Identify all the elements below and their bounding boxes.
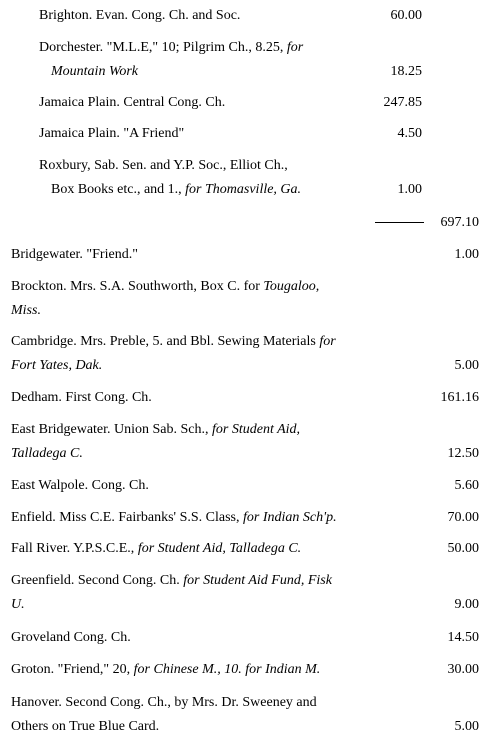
entry-amount: 5.60: [454, 478, 479, 493]
main-entry: [0, 691, 488, 739]
entry-amount: 161.16: [440, 390, 479, 405]
main-entry: [0, 569, 488, 617]
entry-line: Cambridge. Mrs. Preble, 5. and Bbl. Sewing Materials for: [11, 334, 336, 349]
entry-line: Box Books etc., and 1., for Thomasville, Ga.: [51, 182, 302, 197]
entry-amount: 70.00: [447, 510, 479, 525]
sub-entry: [0, 4, 488, 28]
entry-amount: 18.25: [390, 64, 422, 79]
main-entry: [0, 626, 488, 650]
sub-entry: [0, 36, 488, 84]
sub-entry: [0, 122, 488, 146]
entry-amount: 12.50: [447, 446, 479, 461]
entry-line: Fort Yates, Dak.: [11, 358, 103, 373]
entry-line: Jamaica Plain. "A Friend": [39, 126, 185, 141]
main-entry: [0, 506, 488, 530]
sub-entry: [0, 154, 488, 202]
entry-line: East Walpole. Cong. Ch.: [11, 478, 149, 493]
main-entry: [0, 418, 488, 466]
entry-line: Groveland Cong. Ch.: [11, 630, 131, 645]
entry-line: Fall River. Y.P.S.C.E., for Student Aid, Talladega C.: [11, 541, 302, 556]
entry-line: Mountain Work: [51, 64, 138, 79]
entry-line: East Bridgewater. Union Sab. Sch., for Student Aid,: [11, 422, 301, 437]
entry-amount: 5.00: [454, 719, 479, 734]
entry-line: Brockton. Mrs. S.A. Southworth, Box C. for Tougaloo,: [11, 279, 320, 294]
entry-line: Dorchester. "M.L.E," 10; Pilgrim Ch., 8.25, for: [39, 40, 304, 55]
entry-line: U.: [11, 597, 25, 612]
entry-amount: 1.00: [454, 247, 479, 262]
entry-line: Jamaica Plain. Central Cong. Ch.: [39, 95, 226, 110]
main-entry: [0, 474, 488, 498]
entry-amount: 30.00: [447, 662, 479, 677]
entry-amount: 9.00: [454, 597, 479, 612]
entry-amount: 50.00: [447, 541, 479, 556]
entry-line: Miss.: [11, 303, 41, 318]
entry-line: Talladega C.: [11, 446, 83, 461]
entry-line: Bridgewater. "Friend.": [11, 247, 138, 262]
entry-line: Groton. "Friend," 20, for Chinese M., 10. for Indian M.: [11, 662, 321, 677]
main-entry: [0, 243, 488, 267]
main-entry: [0, 275, 488, 323]
main-entry: [0, 330, 488, 378]
main-entry: [0, 386, 488, 410]
entry-amount: 5.00: [454, 358, 479, 373]
main-entry: [0, 658, 488, 682]
entry-line: Enfield. Miss C.E. Fairbanks' S.S. Class, for Indian Sch'p.: [11, 510, 337, 525]
entry-line: Brighton. Evan. Cong. Ch. and Soc.: [39, 8, 241, 23]
subtotal-rule: [375, 222, 424, 223]
main-entry: [0, 537, 488, 561]
entry-amount: 1.00: [397, 182, 422, 197]
entry-line: Others on True Blue Card.: [11, 719, 160, 734]
sub-entry: [0, 91, 488, 115]
subtotal-amount: 697.10: [440, 215, 479, 230]
entry-amount: 60.00: [390, 8, 422, 23]
entry-line: Roxbury, Sab. Sen. and Y.P. Soc., Elliot Ch.,: [39, 158, 288, 173]
entry-line: Hanover. Second Cong. Ch., by Mrs. Dr. Sweeney and: [11, 695, 317, 710]
entry-line: Dedham. First Cong. Ch.: [11, 390, 152, 405]
entry-amount: 14.50: [447, 630, 479, 645]
entry-amount: 247.85: [383, 95, 422, 110]
entry-line: Greenfield. Second Cong. Ch. for Student Aid Fund, Fisk: [11, 573, 332, 588]
entry-amount: 4.50: [397, 126, 422, 141]
